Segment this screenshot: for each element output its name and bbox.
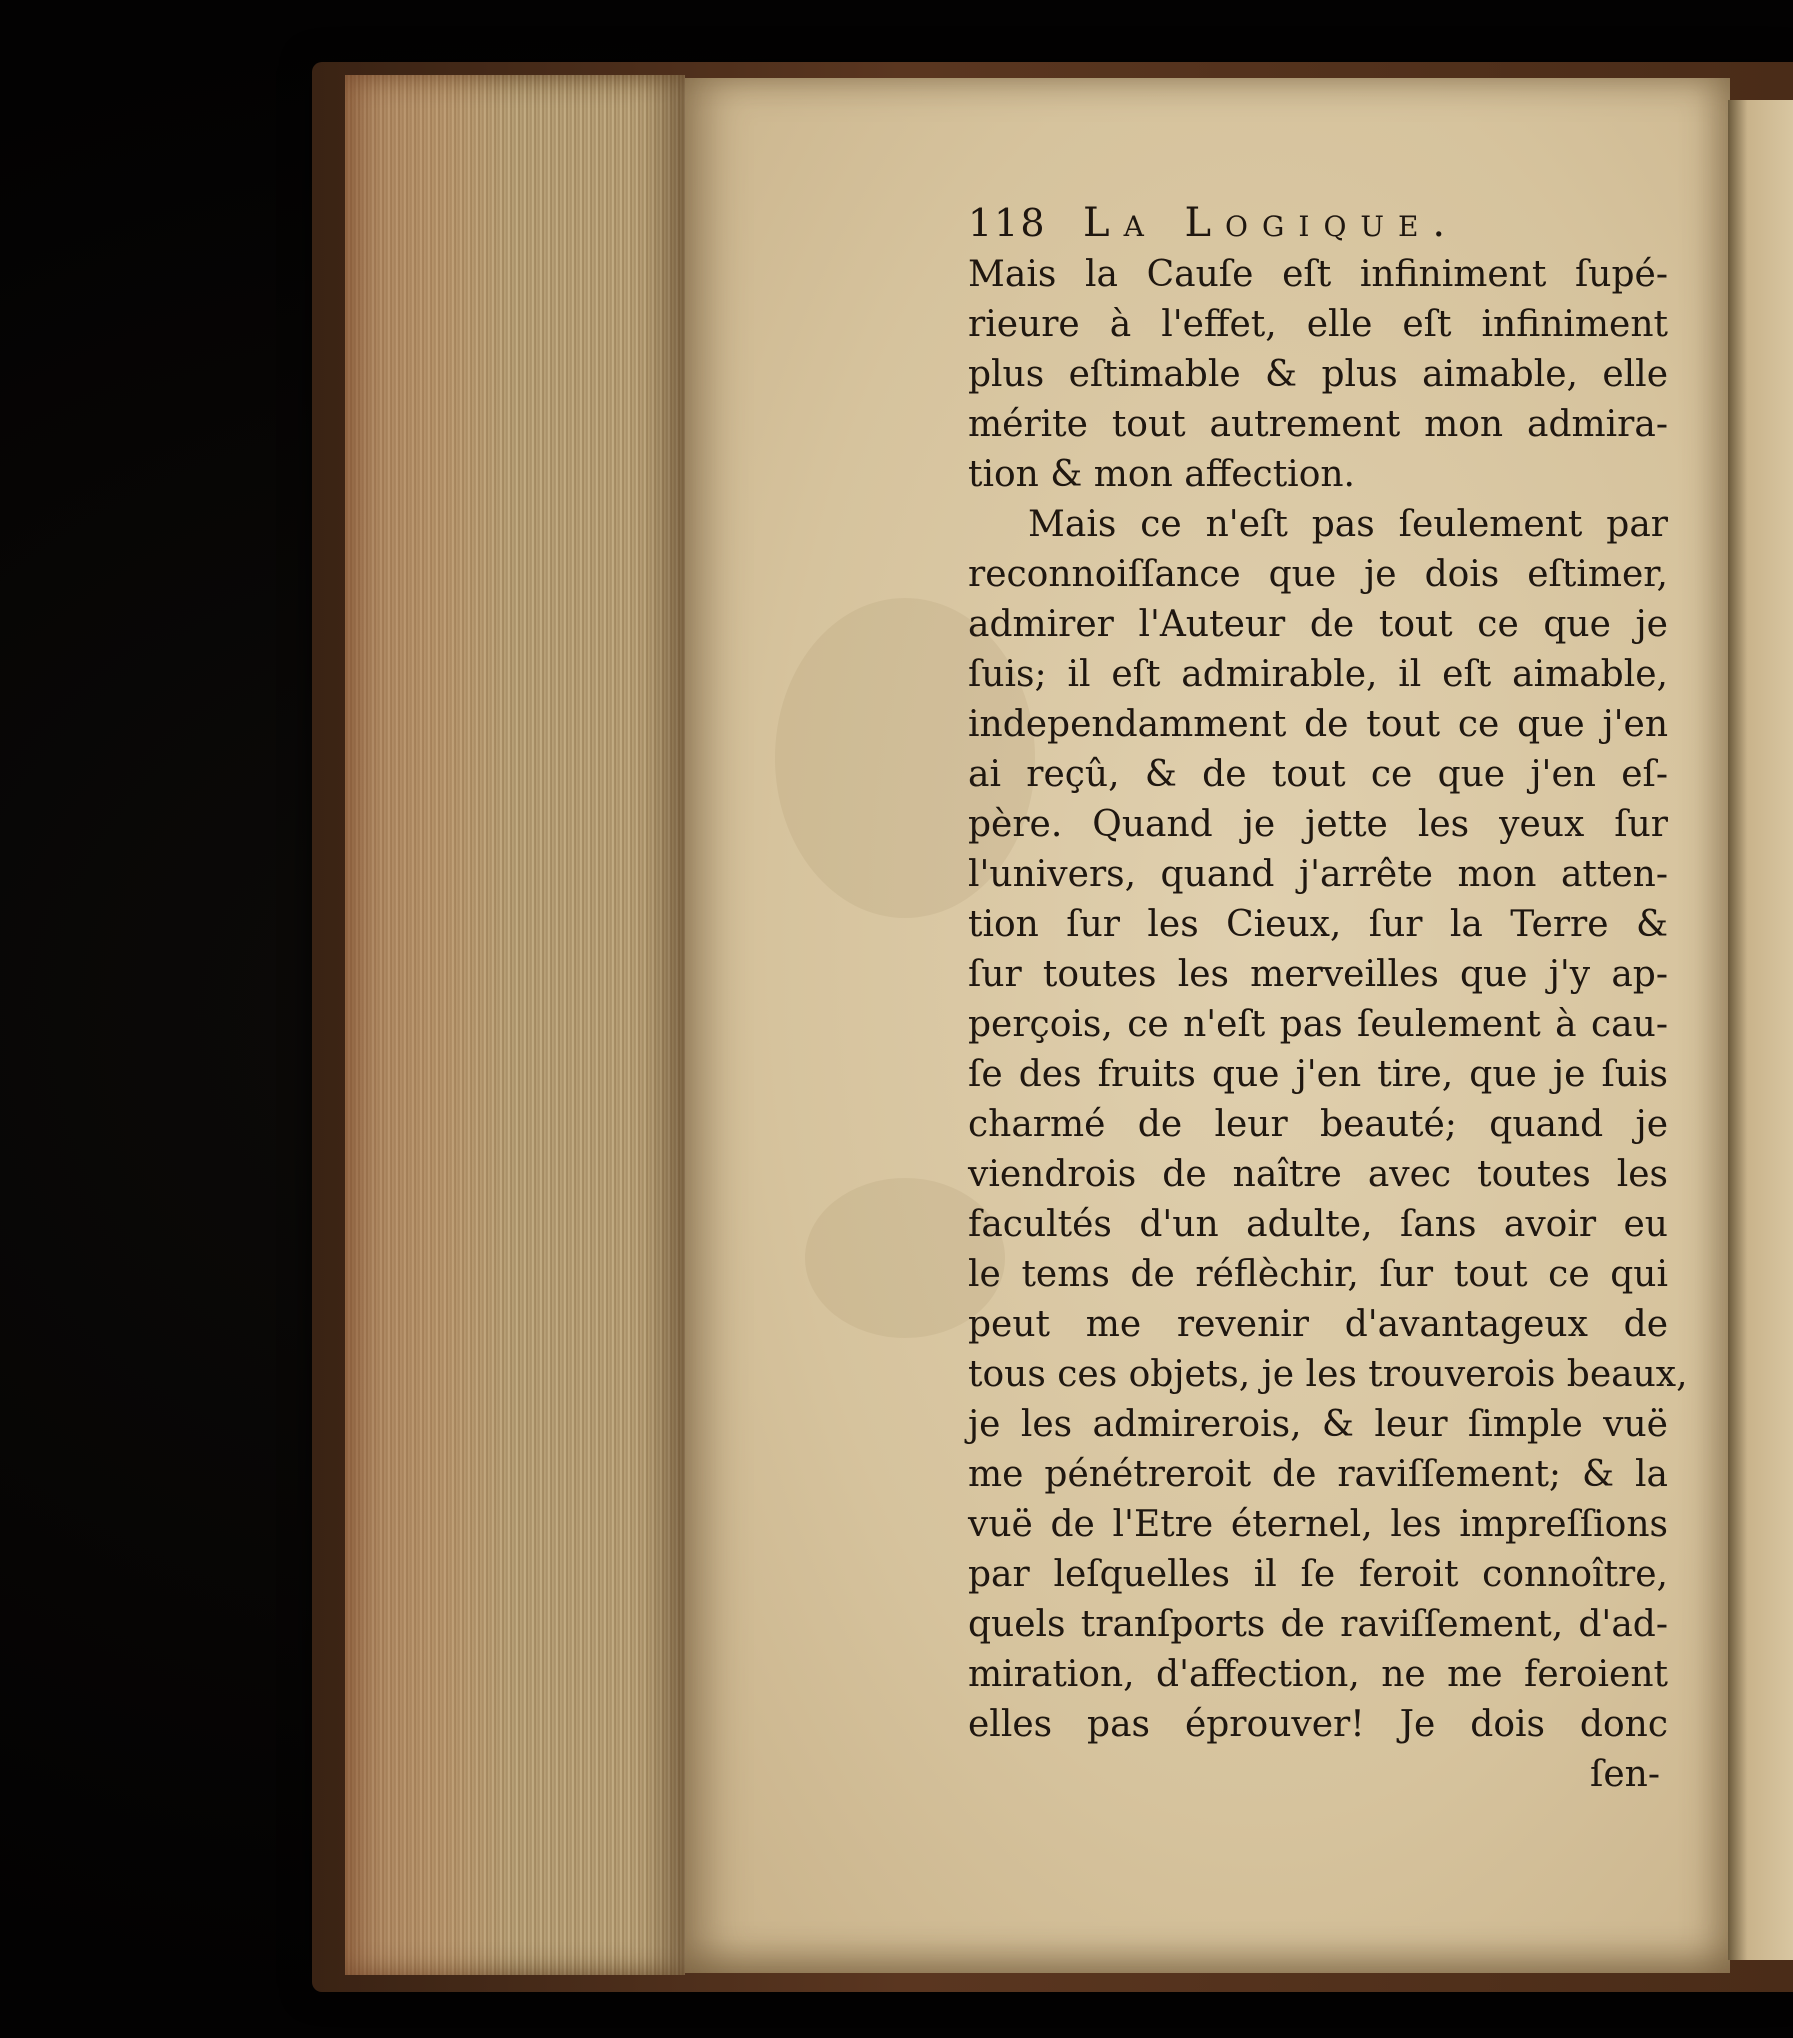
- text-line: ſe des fruits que j'en tire, que je ſuis: [968, 1054, 1668, 1095]
- text-line: elles pas éprouver! Je dois donc: [968, 1704, 1668, 1745]
- text-line: quels tranſports de raviſſement, d'ad-: [968, 1604, 1668, 1645]
- text-line: peut me revenir d'avantageux de: [968, 1304, 1668, 1345]
- text-line: mérite tout autrement mon admira-: [968, 404, 1668, 445]
- text-line: independamment de tout ce que j'en: [968, 704, 1668, 745]
- text-line: Mais la Cauſe eſt infiniment ſupé-: [968, 254, 1668, 295]
- text-line: plus eſtimable & plus aimable, elle: [968, 354, 1668, 395]
- text-line: miration, d'affection, ne me feroient: [968, 1654, 1668, 1695]
- page-text: [968, 200, 1688, 1800]
- text-line: tous ces objets, je les trouverois beaux,: [968, 1354, 1688, 1395]
- text-line: Mais ce n'eſt pas ſeulement par: [1028, 504, 1668, 545]
- text-line: perçois, ce n'eſt pas ſeulement à cau-: [968, 1004, 1668, 1045]
- text-line: viendrois de naître avec toutes les: [968, 1154, 1668, 1195]
- text-line: me pénétreroit de raviſſement; & la: [968, 1454, 1668, 1495]
- text-line: ſur toutes les merveilles que j'y ap-: [968, 954, 1668, 995]
- text-lines: [968, 250, 1688, 1750]
- text-line: tion ſur les Cieux, ſur la Terre &: [968, 904, 1668, 945]
- text-line: reconnoiſſance que je dois eſtimer,: [968, 554, 1668, 595]
- text-line: rieure à l'effet, elle eſt infiniment: [968, 304, 1668, 345]
- next-page-edge: [1728, 100, 1793, 1960]
- text-line: admirer l'Auteur de tout ce que je: [968, 604, 1668, 645]
- catchword: ſen-: [1590, 1754, 1660, 1795]
- text-line: charmé de leur beauté; quand je: [968, 1104, 1668, 1145]
- text-line: l'univers, quand j'arrête mon atten-: [968, 854, 1668, 895]
- text-line: ſuis; il eſt admirable, il eſt aimable,: [968, 654, 1668, 695]
- page-number: 118: [968, 201, 1047, 245]
- text-line: par leſquelles il ſe feroit connoître,: [968, 1554, 1668, 1595]
- running-title: La Logique.: [1083, 200, 1460, 246]
- page-edges-shade: [345, 75, 515, 1975]
- text-line: facultés d'un adulte, ſans avoir eu: [968, 1204, 1668, 1245]
- text-line: tion & mon affection.: [968, 454, 1355, 495]
- text-line: père. Quand je jette les yeux ſur: [968, 804, 1668, 845]
- text-line: vuë de l'Etre éternel, les impreſſions: [968, 1504, 1668, 1545]
- text-line: je les admirerois, & leur ſimple vuë: [968, 1404, 1668, 1445]
- text-line: le tems de réflèchir, ſur tout ce qui: [968, 1254, 1668, 1295]
- text-line: ai reçû, & de tout ce que j'en eſ-: [968, 754, 1668, 795]
- running-head: [968, 200, 1668, 250]
